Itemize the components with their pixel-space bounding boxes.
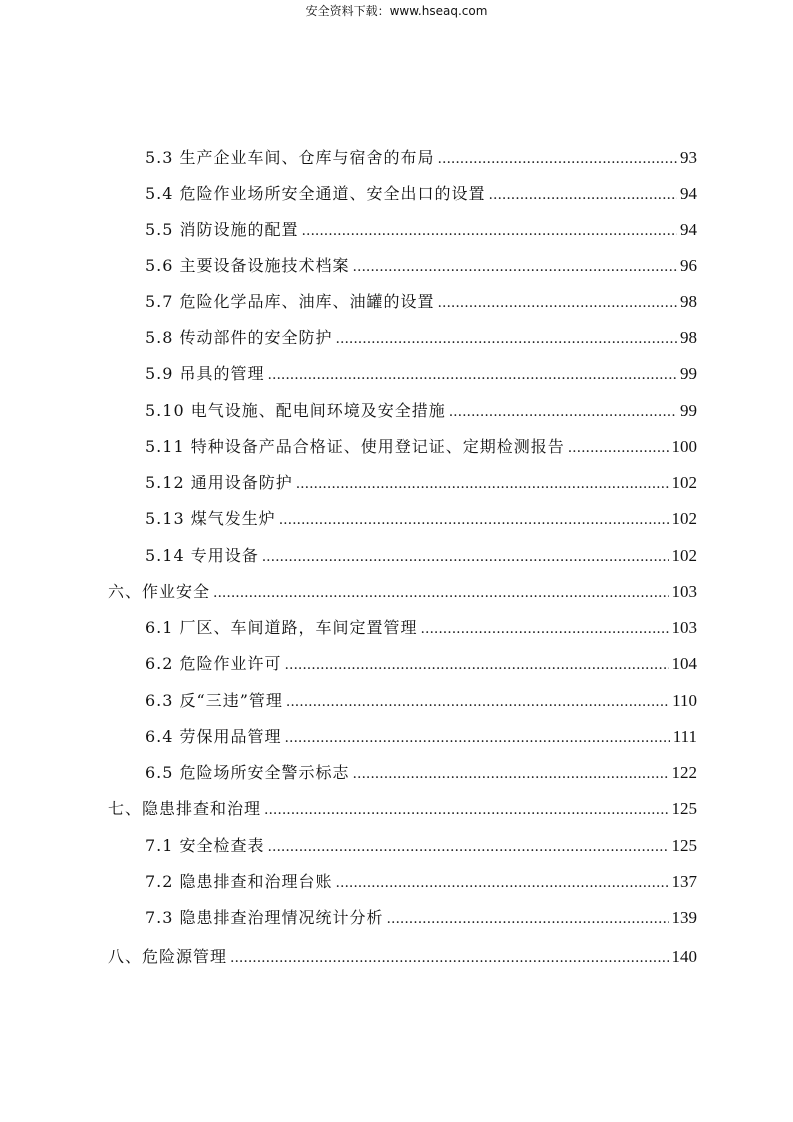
toc-section-entry[interactable] bbox=[145, 328, 697, 349]
toc-section-entry[interactable] bbox=[145, 509, 697, 530]
toc-section-entry[interactable] bbox=[145, 727, 697, 748]
toc-entry-page-number: 96 bbox=[680, 256, 697, 275]
toc-dot-leader bbox=[336, 873, 669, 893]
toc-dot-leader bbox=[353, 257, 677, 277]
toc-entry-page-number: 93 bbox=[680, 148, 697, 167]
toc-entry-label: 5.9 吊具的管理 bbox=[145, 364, 265, 383]
toc-entry-page-number: 104 bbox=[671, 654, 697, 673]
toc-section-entry[interactable] bbox=[145, 184, 697, 205]
toc-entry-label: 八、危险源管理 bbox=[108, 947, 228, 966]
toc-entry-page-number: 140 bbox=[671, 947, 697, 966]
toc-entry-label: 5.11 特种设备产品合格证、使用登记证、定期检测报告 bbox=[145, 437, 565, 456]
toc-dot-leader bbox=[489, 185, 677, 205]
toc-section-entry[interactable] bbox=[145, 473, 697, 494]
toc-entry-page-number: 99 bbox=[680, 364, 697, 383]
toc-entry-label: 5.4 危险作业场所安全通道、安全出口的设置 bbox=[145, 184, 486, 203]
toc-chapter-entry[interactable] bbox=[108, 582, 697, 603]
toc-entry-label: 5.10 电气设施、配电间环境及安全措施 bbox=[145, 401, 446, 420]
toc-dot-leader bbox=[286, 692, 669, 712]
toc-entry-label: 6.4 劳保用品管理 bbox=[145, 727, 282, 746]
toc-entry-label: 六、作业安全 bbox=[108, 582, 211, 601]
toc-chapter-entry[interactable] bbox=[108, 947, 697, 968]
page-header-source: 安全资料下载：www.hseaq.com bbox=[305, 4, 488, 18]
toc-entry-label: 5.8 传动部件的安全防护 bbox=[145, 328, 333, 347]
toc-section-entry[interactable] bbox=[145, 256, 697, 277]
toc-entry-label: 7.3 隐患排查治理情况统计分析 bbox=[145, 908, 384, 927]
toc-entry-label: 5.3 生产企业车间、仓库与宿舍的布局 bbox=[145, 148, 435, 167]
toc-section-entry[interactable] bbox=[145, 836, 697, 857]
toc-dot-leader bbox=[264, 800, 668, 820]
toc-dot-leader bbox=[353, 764, 669, 784]
toc-section-entry[interactable] bbox=[145, 546, 697, 567]
toc-entry-page-number: 103 bbox=[671, 582, 697, 601]
toc-dot-leader bbox=[421, 619, 669, 639]
toc-section-entry[interactable] bbox=[145, 872, 697, 893]
toc-dot-leader bbox=[213, 583, 668, 603]
toc-entry-page-number: 94 bbox=[680, 184, 697, 203]
toc-dot-leader bbox=[262, 547, 669, 567]
toc-dot-leader bbox=[438, 149, 677, 169]
toc-entry-page-number: 102 bbox=[671, 473, 697, 492]
toc-dot-leader bbox=[285, 655, 669, 675]
toc-entry-label: 5.14 专用设备 bbox=[145, 546, 259, 565]
toc-section-entry[interactable] bbox=[145, 908, 697, 929]
toc-entry-label: 5.5 消防设施的配置 bbox=[145, 220, 299, 239]
toc-entry-page-number: 125 bbox=[671, 799, 697, 818]
toc-section-entry[interactable] bbox=[145, 401, 697, 422]
toc-entry-label: 6.1 厂区、车间道路，车间定置管理 bbox=[145, 618, 418, 637]
toc-entry-page-number: 139 bbox=[671, 908, 697, 927]
toc-entry-label: 5.12 通用设备防护 bbox=[145, 473, 293, 492]
toc-dot-leader bbox=[449, 402, 677, 422]
toc-section-entry[interactable] bbox=[145, 763, 697, 784]
toc-dot-leader bbox=[387, 909, 669, 929]
toc-dot-leader bbox=[279, 510, 669, 530]
toc-section-entry[interactable] bbox=[145, 292, 697, 313]
toc-chapter-entry[interactable] bbox=[108, 799, 697, 820]
toc-section-entry[interactable] bbox=[145, 691, 697, 712]
toc-dot-leader bbox=[268, 837, 669, 857]
toc-entry-page-number: 102 bbox=[671, 509, 697, 528]
toc-entry-label: 6.5 危险场所安全警示标志 bbox=[145, 763, 350, 782]
toc-entry-page-number: 125 bbox=[671, 836, 697, 855]
toc-dot-leader bbox=[296, 474, 669, 494]
toc-dot-leader bbox=[568, 438, 669, 458]
toc-entry-page-number: 99 bbox=[680, 401, 697, 420]
toc-dot-leader bbox=[438, 293, 677, 313]
toc-entry-page-number: 137 bbox=[671, 872, 697, 891]
toc-entry-page-number: 98 bbox=[680, 292, 697, 311]
toc-entry-label: 5.13 煤气发生炉 bbox=[145, 509, 276, 528]
toc-section-entry[interactable] bbox=[145, 618, 697, 639]
toc-section-entry[interactable] bbox=[145, 220, 697, 241]
toc-dot-leader bbox=[268, 365, 677, 385]
toc-entry-page-number: 103 bbox=[671, 618, 697, 637]
toc-entry-label: 7.2 隐患排查和治理台账 bbox=[145, 872, 333, 891]
toc-dot-leader bbox=[336, 329, 677, 349]
toc-dot-leader bbox=[302, 221, 677, 241]
toc-entry-label: 7.1 安全检查表 bbox=[145, 836, 265, 855]
toc-entry-label: 七、隐患排查和治理 bbox=[108, 799, 262, 818]
toc-entry-page-number: 94 bbox=[680, 220, 697, 239]
toc-section-entry[interactable] bbox=[145, 437, 697, 458]
toc-entry-page-number: 98 bbox=[680, 328, 697, 347]
toc-section-entry[interactable] bbox=[145, 148, 697, 169]
toc-entry-page-number: 102 bbox=[671, 546, 697, 565]
toc-dot-leader bbox=[230, 948, 668, 968]
toc-section-entry[interactable] bbox=[145, 654, 697, 675]
toc-section-entry[interactable] bbox=[145, 364, 697, 385]
toc-entry-label: 5.6 主要设备设施技术档案 bbox=[145, 256, 350, 275]
toc-entry-page-number: 110 bbox=[672, 691, 697, 710]
toc-dot-leader bbox=[285, 728, 670, 748]
toc-entry-page-number: 100 bbox=[671, 437, 697, 456]
toc-entry-page-number: 111 bbox=[672, 727, 697, 746]
toc-entry-label: 5.7 危险化学品库、油库、油罐的设置 bbox=[145, 292, 435, 311]
toc-entry-label: 6.2 危险作业许可 bbox=[145, 654, 282, 673]
toc-entry-page-number: 122 bbox=[671, 763, 697, 782]
toc-entry-label: 6.3 反“三违”管理 bbox=[145, 691, 283, 710]
